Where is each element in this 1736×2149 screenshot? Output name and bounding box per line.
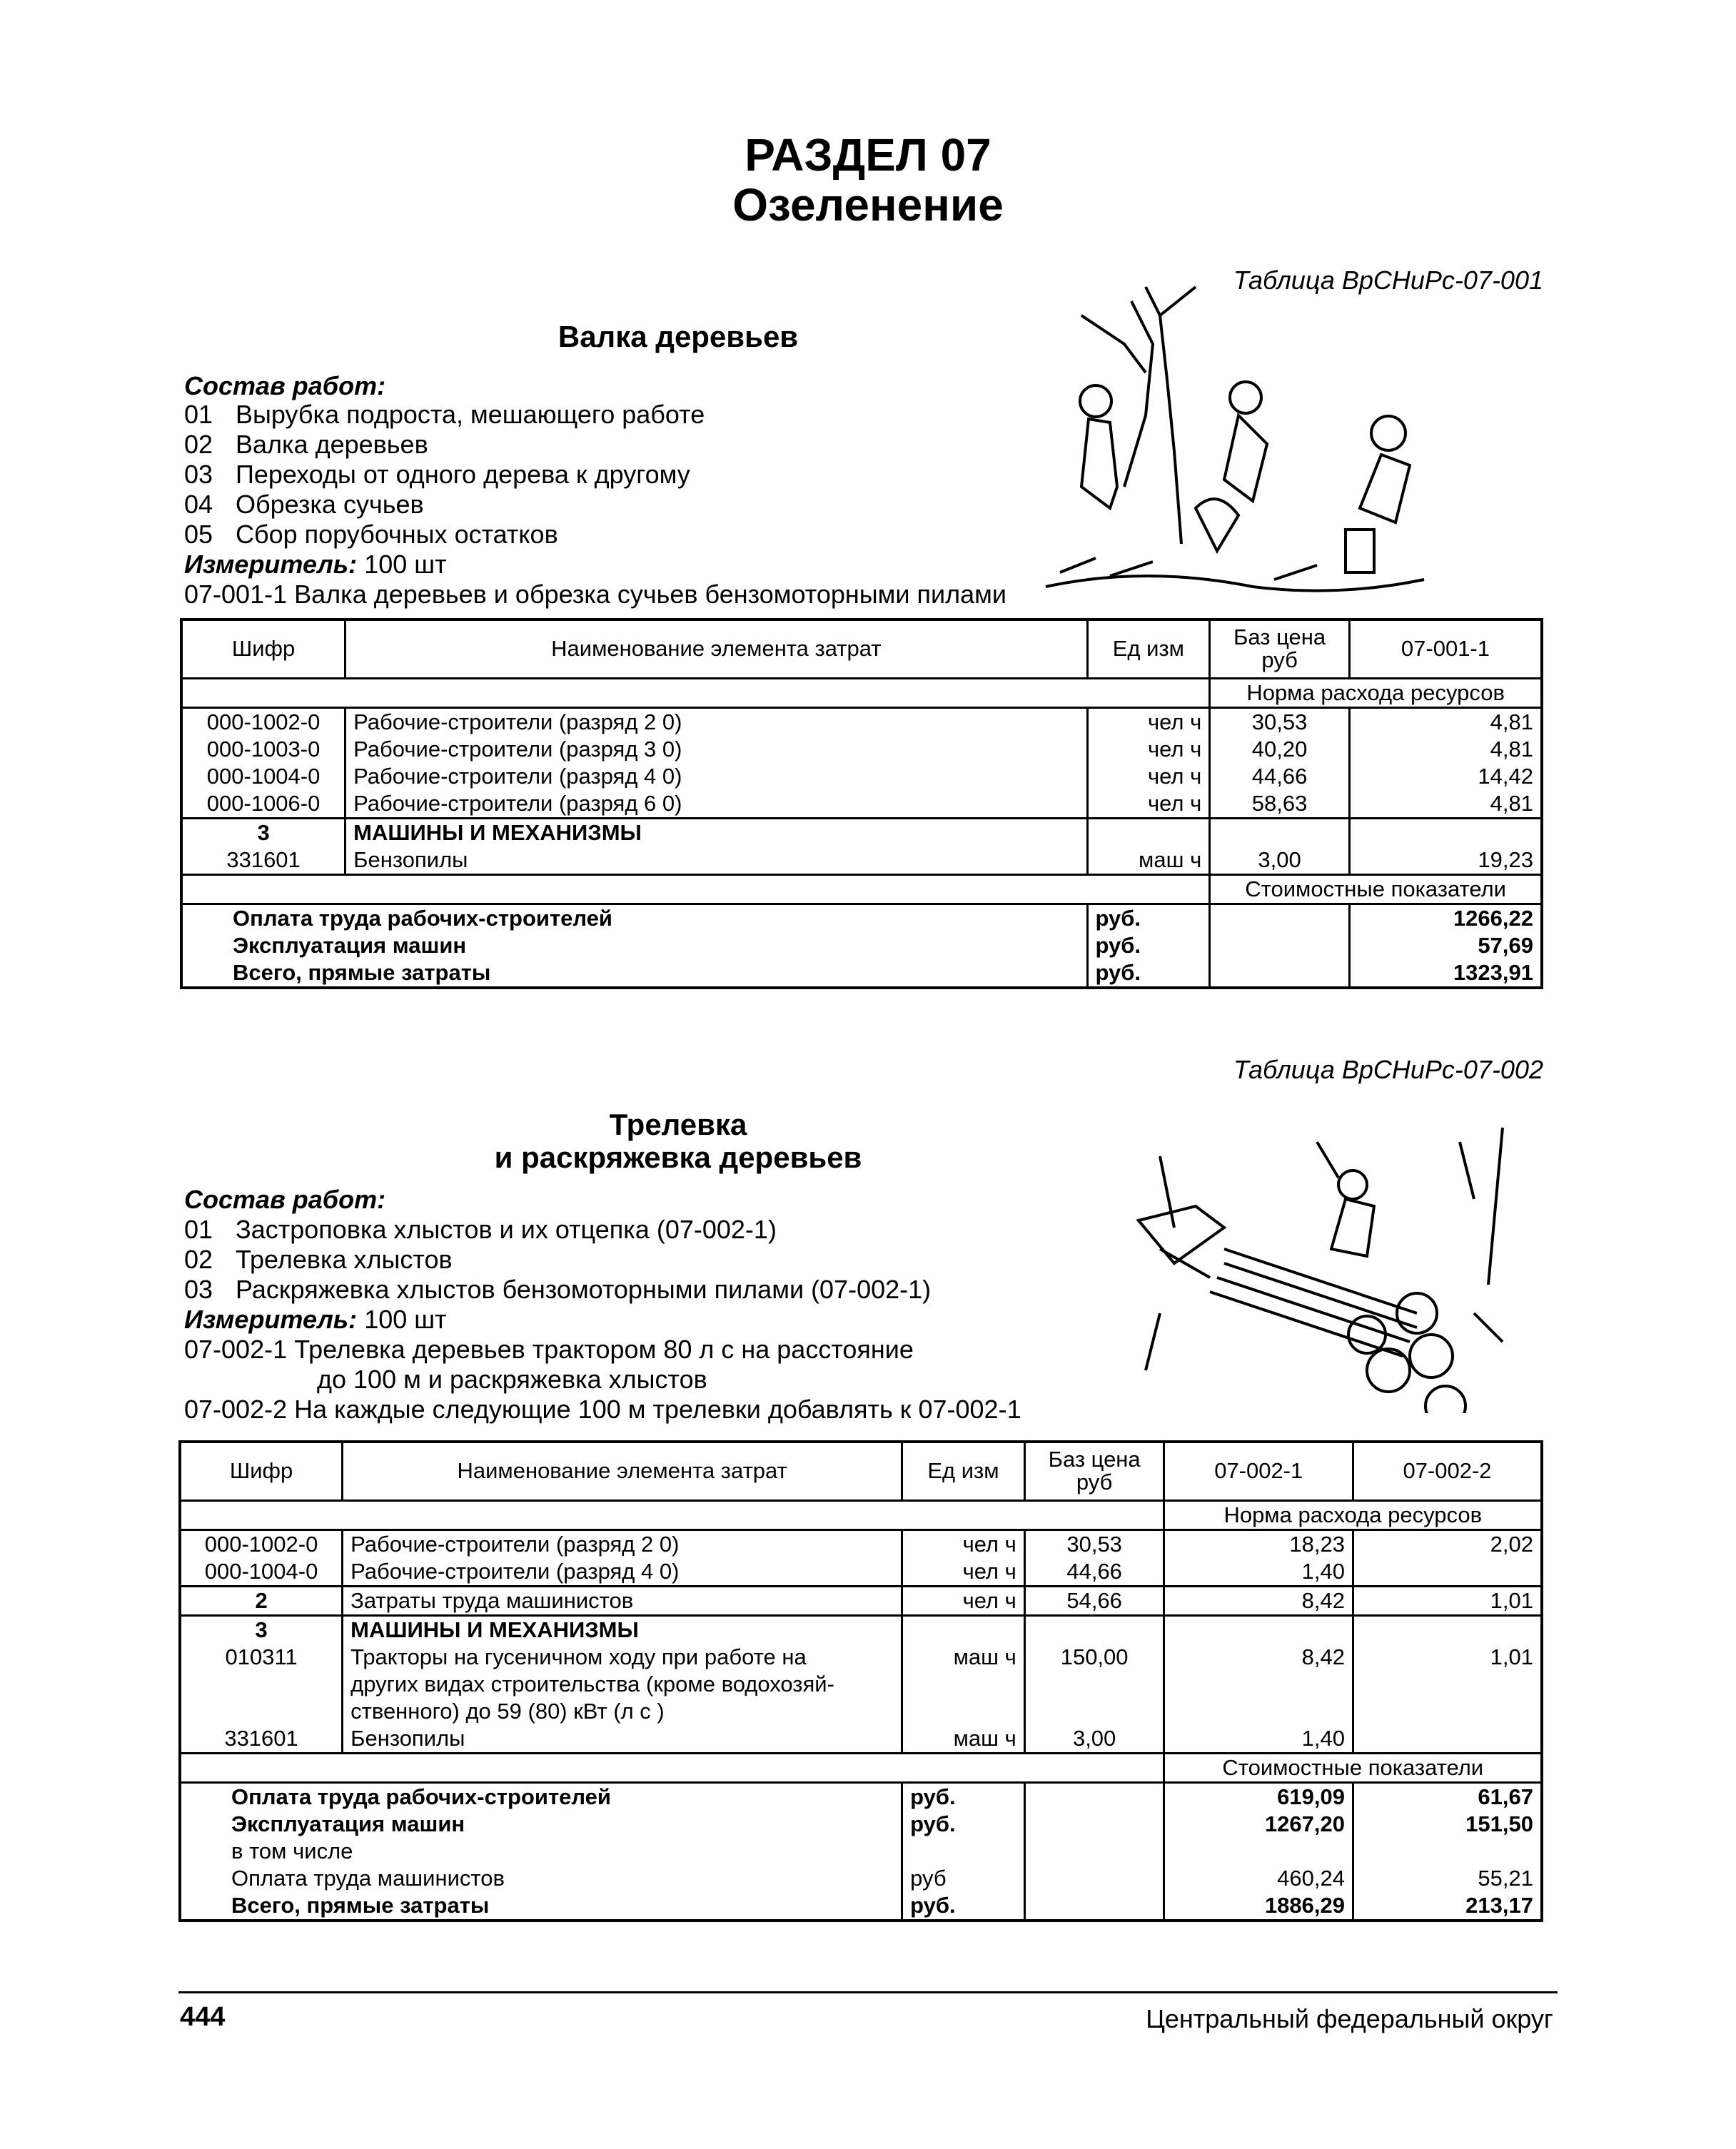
sostav-label-2: Состав работ:	[184, 1185, 386, 1214]
page-number: 444	[180, 2002, 226, 2032]
table-row: 000-1004-0 Рабочие-строители (разряд 4 0) чел ч 44,66 1,40	[180, 1558, 1542, 1587]
table-row: Всего, прямые затраты руб. 1886,29 213,17	[180, 1892, 1542, 1921]
col-unit: Ед изм	[1087, 620, 1210, 678]
table-row: 3 МАШИНЫ И МЕХАНИЗМЫ	[180, 1615, 1542, 1644]
col-v1: 07-001-1	[1349, 620, 1542, 678]
footer-region: Центральный федеральный округ	[1146, 2004, 1553, 2033]
table-ref-2: Таблица ВрСНиРс-07-002	[1233, 1055, 1543, 1084]
work-item: 01 Застроповка хлыстов и их отцепка (07-002-1)	[184, 1215, 777, 1244]
col-name: Наименование элемента затрат	[345, 620, 1087, 678]
table-row: 000-1006-0 Рабочие-строители (разряд 6 0) чел ч 58,63 4,81	[181, 790, 1542, 819]
measure-2: Измеритель: 100 шт	[184, 1305, 447, 1334]
item-07-002-1-cont: до 100 м и раскряжевка хлыстов	[317, 1365, 707, 1394]
table-row: 000-1002-0 Рабочие-строители (разряд 2 0) чел ч 30,53 4,81	[181, 707, 1542, 736]
table-row: 331601 Бензопилы маш ч 3,00 19,23	[181, 846, 1542, 875]
table-row: Оплата труда рабочих-строителей руб. 1266,22	[181, 904, 1542, 932]
resource-table-2: Шифр Наименование элемента затрат Ед изм Баз цена руб 07-002-1 07-002-2 Норма расхода ресурсов 000-1002-0 Рабочие-строители (разряд 2 0) чел ч 30,53 18,23 2,02 000-1004-0 Рабочие-строители (разряд 4 0) чел ч 44,66 1,40 2 Затраты труда машинистов чел ч 54,66 8,42 1,01 3 МАШИНЫ И МЕХАНИЗМЫ 010311 Тракторы на гусеничном ходу при работе на маш ч 150,00 8,42 1,01 других видах строительства (кроме водохозяй- ственного) до 59 (80) кВт (л с ) 331601 Бензопилы маш ч 3,00 1,40 Стоимостные показатели Оплата труда рабочих-строителей руб. 619,09 61,67 Эксплуатация машин руб. 1267,20 151,50 в том числе Оплата труда машинистов руб 460,24 55,21 Всего, прямые затраты руб. 1886,29 213,17	[178, 1440, 1543, 1922]
work-item: 04 Обрезка сучьев	[184, 490, 424, 519]
work-item: 03 Раскряжевка хлыстов бензомоторными пилами (07-002-1)	[184, 1275, 932, 1304]
table-row: 331601 Бензопилы маш ч 3,00 1,40	[180, 1725, 1542, 1754]
table-row: 000-1004-0 Рабочие-строители (разряд 4 0) чел ч 44,66 14,42	[181, 763, 1542, 790]
col-code: Шифр	[231, 636, 296, 662]
item-07-002-1: 07-002-1 Трелевка деревьев трактором 80 л с на расстояние	[184, 1335, 914, 1364]
stoim-header: Стоимостные показатели	[1164, 1753, 1542, 1782]
table-row: Оплата труда машинистов руб 460,24 55,21	[180, 1865, 1542, 1892]
table-ref-1: Таблица ВрСНиРс-07-001	[1233, 266, 1543, 295]
resource-table-1	[180, 618, 1543, 989]
item-07-001-1: 07-001-1 Валка деревьев и обрезка сучьев бензомоторными пилами	[184, 580, 1006, 609]
section-number: РАЗДЕЛ 07	[745, 129, 991, 181]
table-row: Оплата труда рабочих-строителей руб. 619,09 61,67	[180, 1782, 1542, 1811]
table-row: Всего, прямые затраты руб. 1323,91	[181, 959, 1542, 988]
table-row: в том числе	[180, 1838, 1542, 1865]
work-item: 01 Вырубка подроста, мешающего работе	[184, 400, 705, 429]
table2-heading-1: Трелевка	[609, 1108, 747, 1141]
table-row: Эксплуатация машин руб. 57,69	[181, 932, 1542, 959]
table-row: 010311 Тракторы на гусеничном ходу при работе на маш ч 150,00 8,42 1,01	[180, 1644, 1542, 1671]
work-item: 02 Трелевка хлыстов	[184, 1245, 453, 1274]
table-row: 000-1003-0 Рабочие-строители (разряд 3 0) чел ч 40,20 4,81	[181, 736, 1542, 763]
col-price: Баз цена руб	[1210, 620, 1350, 678]
lumberjacks-illustration	[1039, 273, 1438, 608]
footer-divider	[178, 1991, 1558, 1993]
table1-heading: Валка деревьев	[557, 320, 799, 353]
norma-header: Норма расхода ресурсов	[1210, 678, 1542, 707]
work-item: 03 Переходы от одного дерева к другому	[184, 460, 690, 489]
work-item: 02 Валка деревьев	[184, 430, 428, 459]
table-row: 2 Затраты труда машинистов чел ч 54,66 8,42 1,01	[180, 1586, 1542, 1615]
item-07-002-2: 07-002-2 На каждые следующие 100 м трелевки добавлять к 07-002-1	[184, 1395, 1021, 1424]
table-row: 3 МАШИНЫ И МЕХАНИЗМЫ	[181, 818, 1542, 846]
table2-heading-2: и раскряжевка деревьев	[494, 1141, 862, 1174]
table-row: Эксплуатация машин руб. 1267,20 151,50	[180, 1811, 1542, 1838]
table-row: ственного) до 59 (80) кВт (л с )	[180, 1698, 1542, 1725]
work-item: 05 Сбор порубочных остатков	[184, 520, 558, 549]
table-row: 000-1002-0 Рабочие-строители (разряд 2 0) чел ч 30,53 18,23 2,02	[180, 1529, 1542, 1558]
table-row: других видах строительства (кроме водохозяй-	[180, 1671, 1542, 1698]
sostav-label-1: Состав работ:	[184, 371, 386, 400]
logging-tractor-illustration	[1117, 1099, 1517, 1413]
measure-1: Измеритель: 100 шт	[184, 550, 447, 579]
section-title: Озеленение	[732, 179, 1004, 231]
stoim-header: Стоимостные показатели	[1210, 874, 1542, 904]
norma-header: Норма расхода ресурсов	[1164, 1500, 1542, 1529]
